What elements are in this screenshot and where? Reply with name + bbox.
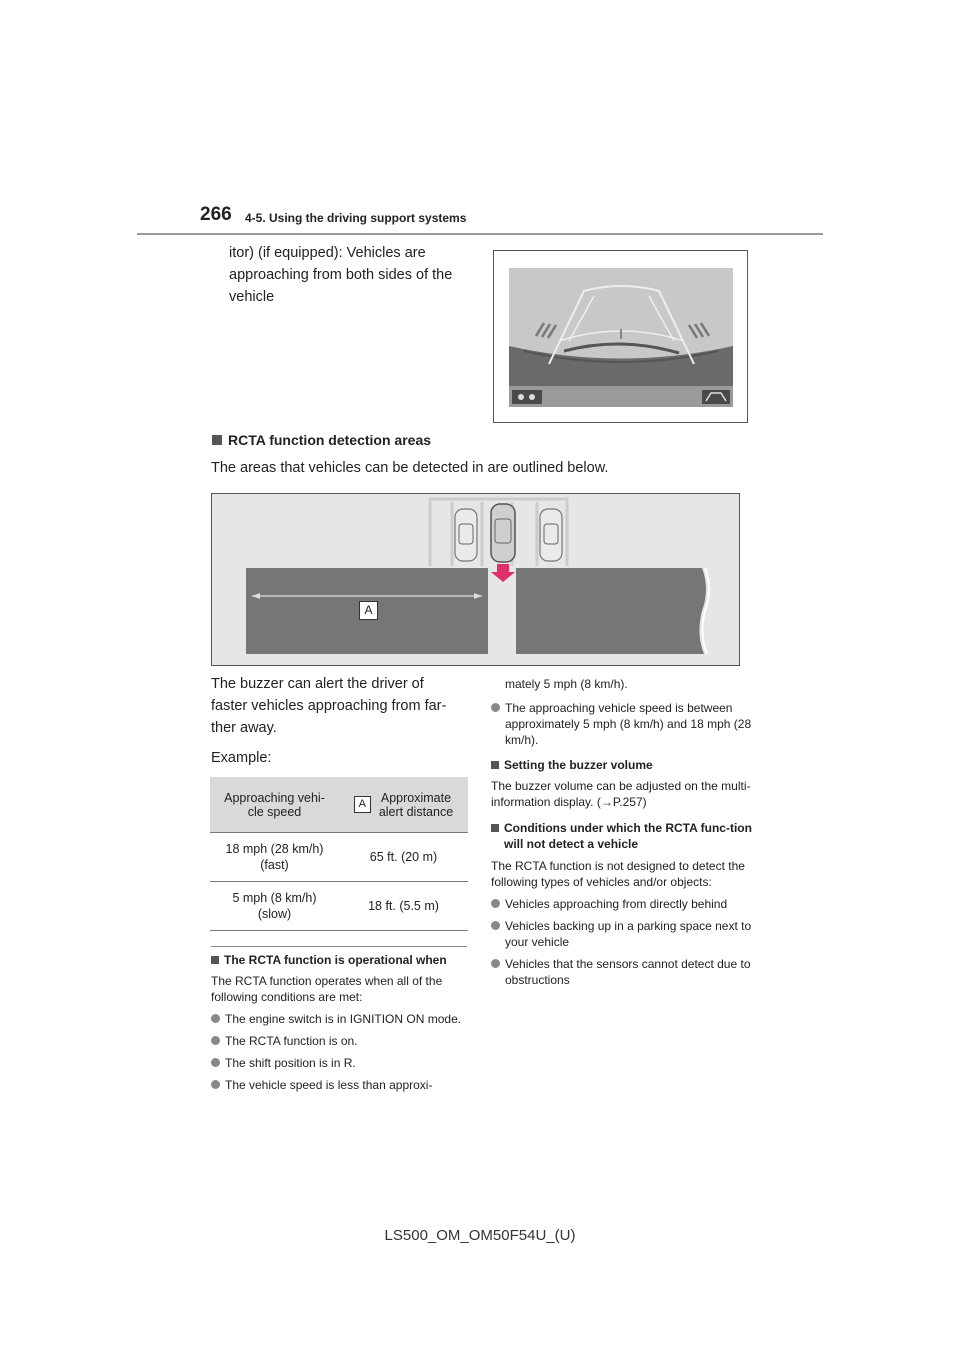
square-bullet-icon: [212, 435, 222, 445]
buzzer-volume-heading: Setting the buzzer volume: [491, 758, 753, 772]
list-item: The approaching vehicle speed is between approximately 5 mph (8 km/h) and 18 mph (28 km/h).: [491, 700, 753, 748]
alert-distance-table: [210, 777, 468, 931]
section-title: 4-5. Using the driving support systems: [245, 211, 467, 225]
header-rule: [137, 233, 823, 235]
operational-conditions: [211, 953, 469, 1093]
distance-cell: 18 ft. (5.5 m): [339, 882, 468, 931]
table-header-distance: A Approximate alert distance: [339, 777, 468, 833]
list-item: Vehicles backing up in a parking space next to your vehicle: [491, 918, 753, 950]
speed-cell: 18 mph (28 km/h) (fast): [210, 833, 339, 882]
detection-areas-heading: RCTA function detection areas: [212, 432, 431, 448]
conditions-text: The RCTA function is not designed to detect the following types of vehicles and/or objects:: [491, 859, 745, 889]
camera-display-figure: [493, 250, 748, 423]
list-item: The engine switch is in IGNITION ON mode.: [211, 1011, 469, 1027]
bullet-dot-icon: [491, 921, 500, 930]
list-item: The RCTA function is on.: [211, 1033, 469, 1049]
note-divider: [211, 946, 467, 947]
intro-line: itor) (if equipped): Vehicles are: [229, 245, 426, 261]
table-row: [210, 882, 468, 931]
bullet-dot-icon: [211, 1058, 220, 1067]
operational-intro: The RCTA function operates when all of the following conditions are met:: [211, 974, 443, 1004]
example-label: Example:: [211, 750, 272, 766]
detection-areas-figure: [211, 493, 740, 666]
detection-areas-illustration: [212, 494, 739, 665]
right-column: [491, 676, 753, 988]
intro-line: vehicle: [229, 289, 275, 305]
operational-heading: The RCTA function is operational when: [211, 953, 469, 967]
table-row: [210, 833, 468, 882]
list-item: The vehicle speed is less than approxi-: [211, 1077, 469, 1093]
list-item: Vehicles approaching from directly behind: [491, 896, 753, 912]
bullet-dot-icon: [491, 703, 500, 712]
conditions-heading: Conditions under which the RCTA func-tion will not detect a vehicle: [491, 820, 753, 852]
intro-text: [229, 242, 479, 308]
square-bullet-icon: [211, 956, 219, 964]
page-number: 266: [200, 204, 232, 225]
continuation-text: mately 5 mph (8 km/h).: [505, 677, 628, 691]
body-line: faster vehicles approaching from far-: [211, 698, 447, 714]
document-code: LS500_OM_OM50F54U_(U): [384, 1227, 576, 1244]
bullet-dot-icon: [491, 899, 500, 908]
square-bullet-icon: [491, 824, 499, 832]
body-line: The buzzer can alert the driver of: [211, 676, 424, 692]
speed-cell: 5 mph (8 km/h) (slow): [210, 882, 339, 931]
body-line: ther away.: [211, 720, 277, 736]
distance-label-a: A: [359, 601, 378, 620]
buzzer-alert-text: [211, 673, 461, 769]
table-header-row: [210, 777, 468, 833]
distance-label-a: A: [354, 796, 371, 813]
table-header-speed: Approaching vehi- cle speed: [210, 777, 339, 833]
list-item: Vehicles that the sensors cannot detect due to obstructions: [491, 956, 753, 988]
square-bullet-icon: [491, 761, 499, 769]
bullet-dot-icon: [211, 1014, 220, 1023]
list-item: The shift position is in R.: [211, 1055, 469, 1071]
detection-areas-text: The areas that vehicles can be detected in are outlined below.: [211, 460, 609, 476]
bullet-dot-icon: [211, 1080, 220, 1089]
bullet-dot-icon: [211, 1036, 220, 1045]
buzzer-volume-text: The buzzer volume can be adjusted on the multi-information display. (→P.257): [491, 779, 751, 809]
distance-cell: 65 ft. (20 m): [339, 833, 468, 882]
intro-line: approaching from both sides of the: [229, 267, 453, 283]
bullet-dot-icon: [491, 959, 500, 968]
camera-display-illustration: [494, 251, 747, 422]
